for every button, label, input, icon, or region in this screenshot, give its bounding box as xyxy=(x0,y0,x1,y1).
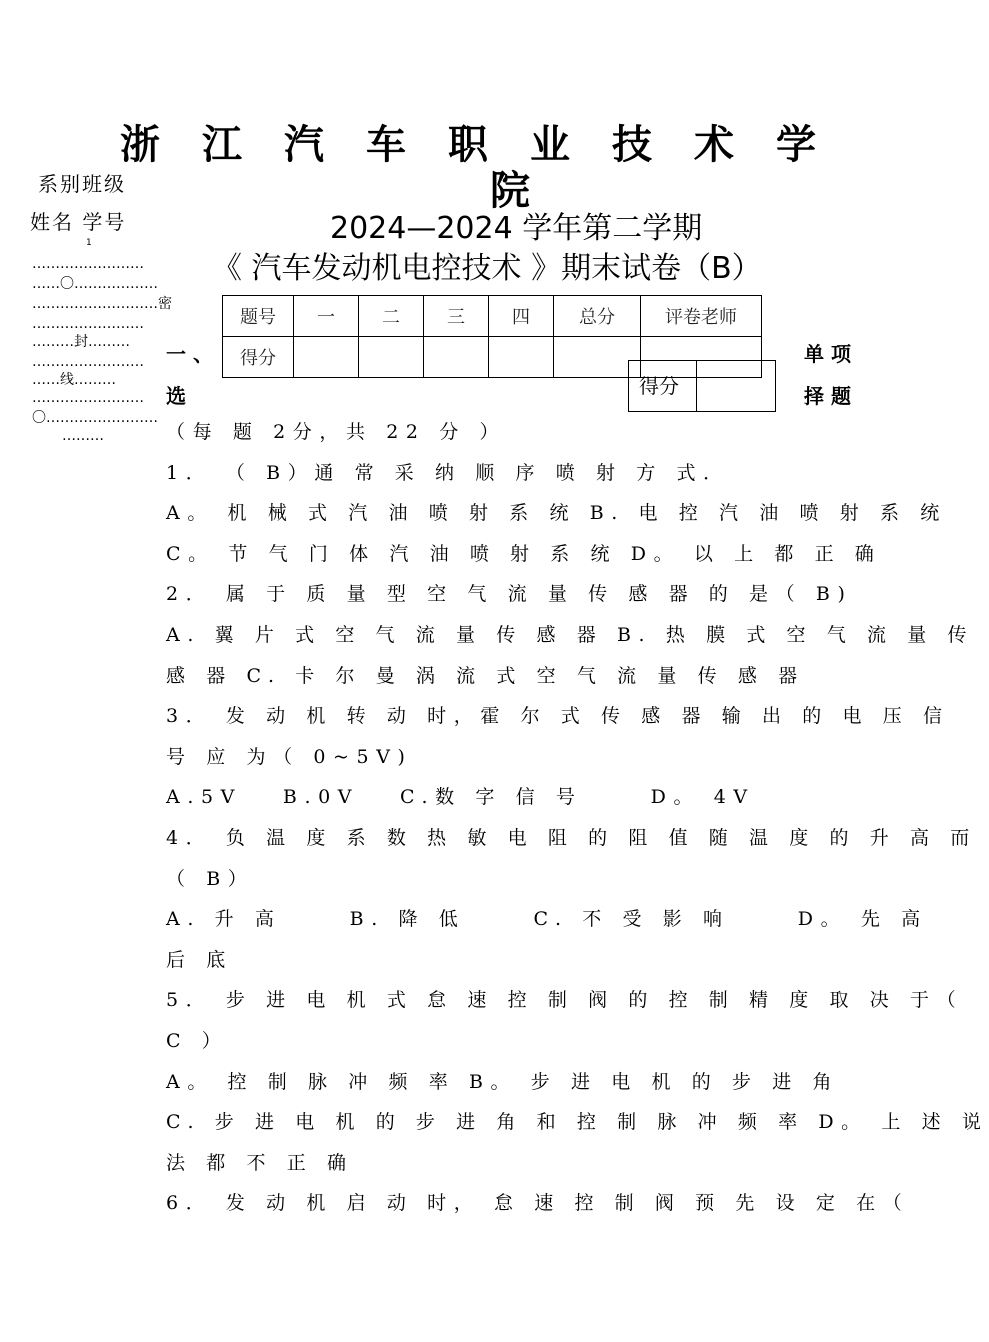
section-score-cell[interactable] xyxy=(697,361,776,412)
question-line: A. 升 高 B. 降 低 C. 不 受 影 响 D。 先 高 xyxy=(166,908,928,931)
question-line: 6． 发 动 机 启 动 时， 怠 速 控 制 阀 预 先 设 定 在（ xyxy=(166,1192,910,1215)
school-name-continued: 院 xyxy=(490,168,530,214)
score-cell[interactable] xyxy=(489,337,554,378)
question-line: 3． 发 动 机 转 动 时，霍 尔 式 传 感 器 输 出 的 电 压 信 xyxy=(166,705,950,728)
section-title-part: 择 题 xyxy=(804,384,851,408)
question-line: A.5V B.0V C.数 字 信 号 D。 4V xyxy=(166,786,755,809)
question-line: C。 节 气 门 体 汽 油 喷 射 系 统 D。 以 上 都 正 确 xyxy=(166,542,882,565)
table-header-cell: 题号 xyxy=(223,296,294,337)
academic-term: 2024—2024 学年第二学期 xyxy=(330,211,703,246)
question-line: A. 翼 片 式 空 气 流 量 传 感 器 B. 热 膜 式 空 气 流 量 传 xyxy=(166,623,975,646)
question-line: 4． 负 温 度 系 数 热 敏 电 阻 的 阻 值 随 温 度 的 升 高 而 xyxy=(166,826,977,849)
name-id-label: 姓名 学号 xyxy=(30,210,127,234)
question-line: C ） xyxy=(166,1029,229,1052)
section-number: 一 、 xyxy=(166,342,213,366)
section-score-box xyxy=(628,360,776,412)
question-line: C. 步 进 电 机 的 步 进 角 和 控 制 脉 冲 频 率 D。 上 述 说 xyxy=(166,1111,989,1134)
exam-title: 《 汽车发动机电控技术 》期末试卷（B） xyxy=(212,251,762,286)
binding-line: ……… xyxy=(62,428,104,444)
score-cell[interactable] xyxy=(424,337,489,378)
question-line: 1． （ B）通 常 采 纳 顺 序 喷 射 方 式． xyxy=(166,461,730,484)
question-line: 号 应 为（ 0~5V) xyxy=(166,745,413,768)
binding-line: …………………… xyxy=(32,354,144,370)
section-instructions: （每 题 2分，共 22 分 ） xyxy=(166,421,507,443)
score-table-header-row xyxy=(223,296,762,337)
binding-line: …………………… xyxy=(32,390,144,406)
table-header-cell: 总分 xyxy=(554,296,641,337)
table-header-cell: 评卷老师 xyxy=(641,296,762,337)
table-header-cell: 三 xyxy=(424,296,489,337)
table-header-cell: 四 xyxy=(489,296,554,337)
binding-line-cut: ……线……… xyxy=(32,372,116,388)
question-line: A。 机 械 式 汽 油 喷 射 系 统 B. 电 控 汽 油 喷 射 系 统 xyxy=(166,502,947,525)
question-line: A。 控 制 脉 冲 频 率 B。 步 进 电 机 的 步 进 角 xyxy=(166,1070,840,1093)
binding-line: 〇…………………… xyxy=(32,410,158,426)
school-name: 浙江汽车职业技术学 xyxy=(120,122,858,168)
page-mark: 1 xyxy=(86,238,92,248)
question-line: 5． 步 进 电 机 式 怠 速 控 制 阀 的 控 制 精 度 取 决 于（ xyxy=(166,989,964,1012)
binding-line: ……〇……………… xyxy=(32,276,158,292)
question-line: 法 都 不 正 确 xyxy=(166,1151,354,1174)
question-list xyxy=(166,412,989,1224)
question-line: 后 底 xyxy=(166,948,233,971)
table-header-cell: 二 xyxy=(359,296,424,337)
question-line: （ B） xyxy=(166,867,255,890)
binding-line: …………………… xyxy=(32,316,144,332)
section-title-continued: 选 xyxy=(166,384,186,408)
score-cell[interactable] xyxy=(294,337,359,378)
binding-line: …………………… xyxy=(32,256,144,272)
binding-line-seal: ………封……… xyxy=(32,334,130,350)
table-header-cell: 一 xyxy=(294,296,359,337)
question-line: 感 器 C. 卡 尔 曼 涡 流 式 空 气 流 量 传 感 器 xyxy=(166,664,805,687)
dept-class-label: 系别班级 xyxy=(38,172,126,196)
table-row-label: 得分 xyxy=(223,337,294,378)
section-score-label: 得分 xyxy=(629,361,697,412)
question-line: 2． 属 于 质 量 型 空 气 流 量 传 感 器 的 是（ B) xyxy=(166,583,853,606)
binding-line-seal: ………………………密 xyxy=(32,296,172,312)
score-cell[interactable] xyxy=(359,337,424,378)
section-title-part: 单 项 xyxy=(804,342,851,366)
